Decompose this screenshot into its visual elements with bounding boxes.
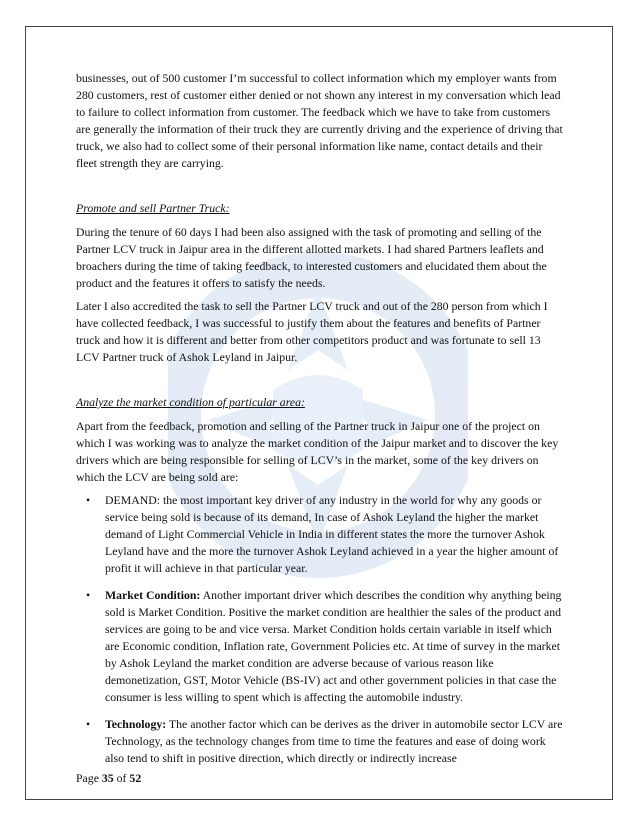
list-item-text [105,588,561,704]
document-body [76,70,563,777]
page-footer [76,771,141,786]
list-item-technology [76,716,563,767]
list-item-body: Another important driver which describes the condition why anything being sold is Market Condition. Positive the market condition are healthier the sales of the product and services are going to be and vice versa. Market Condition holds certain variable in itself which are Economic condition, Inflation rate, Government Policies etc. At time of survey in the market by Ashok Leyland the market condition are adverse because of various reason like demonetization, GST, Motor Vehicle (BS-IV) act and other government policies in that case the consumer is less willing to spent which is affecting the automobile industry. [105,588,562,704]
heading-market: Analyze the market condition of particular area: [76,395,305,409]
bullet-icon: • [86,717,91,731]
paragraph-promote-1: During the tenure of 60 days I had been also assigned with the task of promoting and selling of the Partner LCV truck in Jaipur area in the different allotted markets. I had shared Partners leaflets and broachers during the time of taking feedback, to interested customers and elucidated them about the product and the features it offers to satisfy the needs. [76,225,547,290]
paragraph-market: Apart from the feedback, promotion and selling of the Partner truck in Jaipur one of the project on which I was working was to analyze the market condition of the Jaipur market and to discover the key drivers which are being responsible for selling of LCV’s in the market, some of the key drivers on which the LCV are being sold are: [76,419,559,484]
paragraph-intro: businesses, out of 500 customer I’m successful to collect information which my employer wants from 280 customers, rest of customer either denied or not shown any interest in my conversation which lead to failure to collect information from customer. The feedback which we have to take from customers are generally the information of their truck they are currently driving and the experience of driving that truck, we also had to collect some of their personal information like name, contact details and their fleet strength they are carrying. [76,71,563,170]
bullet-icon: • [86,493,91,507]
bullet-icon: • [86,588,91,602]
list-item-lead: Market Condition: [105,588,201,602]
paragraph-promote-2: Later I also accredited the task to sell the Partner LCV truck and out of the 280 person from which I have collected feedback, I was successful to justify them about the features and benefits of Partner truck and how it is different and better from other competitors product and was fortunate to sell 13 LCV Partner truck of Ashok Leyland in Jaipur. [76,299,548,364]
footer-total-pages: 52 [129,771,142,785]
list-item-text: DEMAND: the most important key driver of any industry in the world for why any goods or service being sold is because of its demand, In case of Ashok Leyland the higher the market demand of Light Commercial Vehicle in India in different states the more the turnover Ashok Leyland have and the more the turnover Ashok Leyland achieved in a year the higher amount of profit it will achieve in that particular year. [105,493,559,575]
key-drivers-list [76,492,563,767]
list-item-market-condition [76,587,563,706]
footer-current-page: 35 [101,771,114,785]
list-item-demand [76,492,563,577]
footer-label: Page [76,771,102,785]
list-item-text [105,717,562,765]
list-item-body: The another factor which can be derives as the driver in automobile sector LCV are Technology, as the technology changes from time to time the features and ease of doing work also tend to shift in positive direction, which directly or indirectly increase [105,717,563,765]
footer-of: of [113,771,130,785]
list-item-lead: Technology: [105,717,167,731]
heading-promote: Promote and sell Partner Truck: [76,201,230,215]
